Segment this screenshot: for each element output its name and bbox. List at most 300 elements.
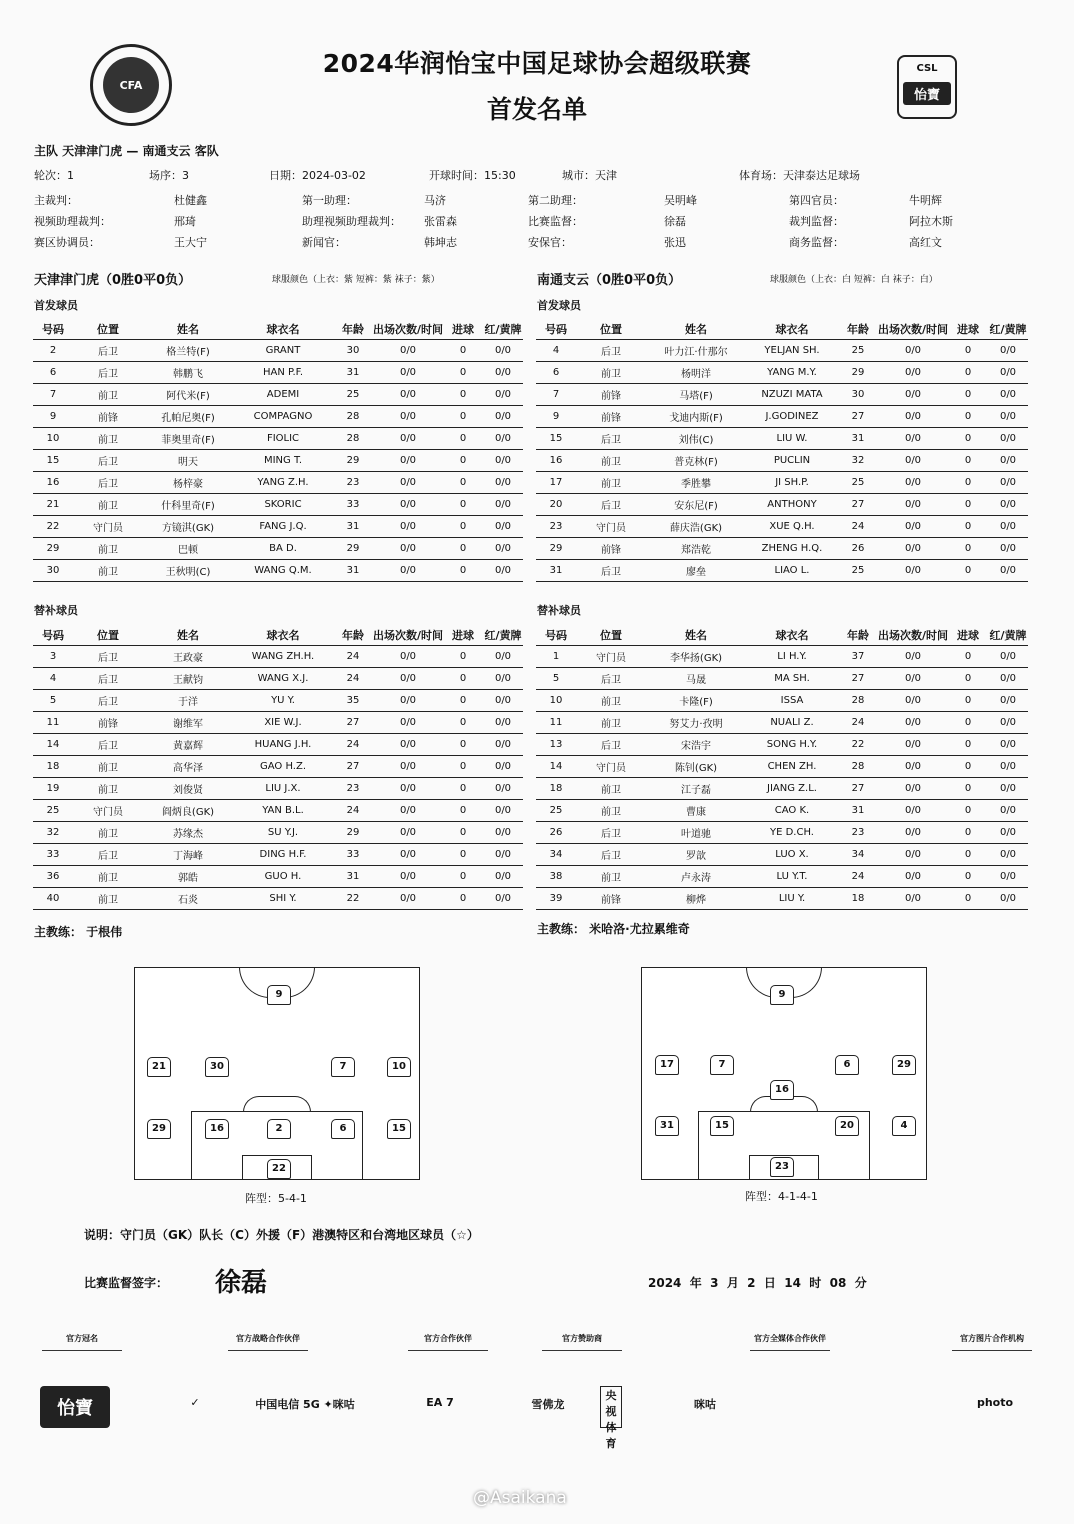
- table-cell: YANG Z.H.: [233, 472, 333, 494]
- table-cell: 25: [838, 340, 878, 362]
- table-cell: 0/0: [878, 406, 948, 428]
- table-cell: 0/0: [373, 888, 443, 910]
- table-cell: 巴顿: [143, 538, 233, 560]
- table-cell: 前卫: [73, 560, 143, 582]
- player-shirt: 30: [205, 1057, 229, 1077]
- table-cell: 戈迪内斯(F): [646, 406, 746, 428]
- table-cell: 后卫: [576, 668, 646, 690]
- table-cell: NZUZI MATA: [746, 384, 838, 406]
- table-cell: 前锋: [576, 406, 646, 428]
- column-header: 球衣名: [233, 319, 333, 340]
- table-cell: 王政豪: [143, 646, 233, 668]
- table-cell: 0/0: [483, 668, 523, 690]
- column-header: 球衣名: [746, 319, 838, 340]
- table-cell: 0/0: [373, 560, 443, 582]
- table-cell: 0/0: [483, 822, 523, 844]
- table-cell: 努艾力·孜明: [646, 712, 746, 734]
- table-cell: 24: [333, 646, 373, 668]
- table-cell: 0: [443, 866, 483, 888]
- table-cell: XIE W.J.: [233, 712, 333, 734]
- table-cell: LUO X.: [746, 844, 838, 866]
- column-header: 姓名: [143, 319, 233, 340]
- table-cell: 0/0: [878, 778, 948, 800]
- player-shirt: 2: [267, 1119, 291, 1139]
- table-cell: YU Y.: [233, 690, 333, 712]
- table-cell: 24: [333, 734, 373, 756]
- table-cell: 0/0: [988, 450, 1028, 472]
- column-header: 位置: [73, 319, 143, 340]
- table-cell: 0/0: [373, 362, 443, 384]
- table-cell: 前卫: [73, 822, 143, 844]
- table-cell: 0/0: [373, 800, 443, 822]
- table-cell: LIAO L.: [746, 560, 838, 582]
- table-cell: 0/0: [988, 734, 1028, 756]
- table-cell: 0/0: [988, 800, 1028, 822]
- table-cell: 后卫: [576, 560, 646, 582]
- table-cell: 0/0: [878, 734, 948, 756]
- table-cell: 0/0: [988, 844, 1028, 866]
- away-subs-table: [536, 625, 1028, 910]
- table-row: [536, 712, 1028, 734]
- sponsor-title: 官方赞助商: [542, 1333, 622, 1351]
- table-cell: 0/0: [483, 778, 523, 800]
- column-header: 年龄: [838, 319, 878, 340]
- table-row: [536, 560, 1028, 582]
- table-cell: YE D.CH.: [746, 822, 838, 844]
- sponsor-title: 官方冠名: [42, 1333, 122, 1351]
- table-cell: 宋浩宇: [646, 734, 746, 756]
- table-header-row: [33, 625, 523, 646]
- table-cell: 10: [536, 690, 576, 712]
- table-cell: 0: [443, 668, 483, 690]
- table-cell: 前卫: [73, 384, 143, 406]
- table-cell: 0/0: [988, 428, 1028, 450]
- table-row: [536, 406, 1028, 428]
- table-cell: 安东尼(F): [646, 494, 746, 516]
- table-cell: 0/0: [483, 888, 523, 910]
- table-header-row: [33, 319, 523, 340]
- column-header: 年龄: [838, 625, 878, 646]
- player-shirt: 21: [147, 1057, 171, 1077]
- table-cell: XUE Q.H.: [746, 516, 838, 538]
- table-cell: 前卫: [576, 866, 646, 888]
- table-cell: SHI Y.: [233, 888, 333, 910]
- table-cell: 叶道驰: [646, 822, 746, 844]
- table-cell: 季胜攀: [646, 472, 746, 494]
- table-cell: 后卫: [576, 844, 646, 866]
- table-cell: 后卫: [576, 340, 646, 362]
- table-cell: 0: [948, 822, 988, 844]
- table-row: [536, 668, 1028, 690]
- table-row: [33, 428, 523, 450]
- table-cell: 守门员: [576, 516, 646, 538]
- table-cell: 27: [838, 406, 878, 428]
- table-cell: 0/0: [373, 494, 443, 516]
- table-cell: 刘伟(C): [646, 428, 746, 450]
- table-cell: 27: [838, 668, 878, 690]
- table-cell: 陈钊(GK): [646, 756, 746, 778]
- table-cell: 0/0: [988, 560, 1028, 582]
- table-cell: 0: [443, 406, 483, 428]
- table-cell: YAN B.L.: [233, 800, 333, 822]
- table-cell: 前锋: [576, 888, 646, 910]
- table-row: [536, 778, 1028, 800]
- table-cell: 0/0: [373, 516, 443, 538]
- table-cell: GRANT: [233, 340, 333, 362]
- column-header: 号码: [536, 625, 576, 646]
- table-cell: 0: [948, 778, 988, 800]
- table-cell: HUANG J.H.: [233, 734, 333, 756]
- table-cell: 曹康: [646, 800, 746, 822]
- table-cell: 0/0: [878, 340, 948, 362]
- table-cell: 0: [443, 712, 483, 734]
- table-cell: 前卫: [576, 362, 646, 384]
- table-cell: 0/0: [483, 756, 523, 778]
- official-name: 张雷森: [424, 215, 457, 228]
- table-cell: 前卫: [576, 472, 646, 494]
- home-coach: 主教练： 于根伟: [34, 925, 123, 939]
- sponsor-logo: 怡寶: [40, 1386, 110, 1428]
- table-cell: 11: [536, 712, 576, 734]
- table-cell: 6: [536, 362, 576, 384]
- table-cell: 后卫: [576, 494, 646, 516]
- table-cell: 明天: [143, 450, 233, 472]
- match-info: [34, 167, 1074, 183]
- table-cell: 前卫: [576, 690, 646, 712]
- table-cell: 江子磊: [646, 778, 746, 800]
- table-cell: 0/0: [373, 778, 443, 800]
- table-cell: 0/0: [373, 690, 443, 712]
- legend-note: 说明：守门员（GK）队长（C）外援（F）港澳特区和台湾地区球员（☆）: [84, 1228, 479, 1242]
- table-cell: 0/0: [988, 712, 1028, 734]
- table-cell: COMPAGNO: [233, 406, 333, 428]
- table-cell: 0/0: [373, 340, 443, 362]
- table-cell: LU Y.T.: [746, 866, 838, 888]
- table-cell: 0/0: [373, 756, 443, 778]
- table-cell: 0: [443, 844, 483, 866]
- table-cell: 0: [443, 362, 483, 384]
- match-date: 日期：2024-03-02: [269, 169, 366, 182]
- official-name: 马济: [424, 194, 446, 207]
- sponsor-logos: [0, 1386, 1074, 1450]
- table-cell: 韩鹏飞: [143, 362, 233, 384]
- table-cell: 15: [536, 428, 576, 450]
- sponsor-divider: [228, 1350, 308, 1351]
- table-cell: 0/0: [878, 472, 948, 494]
- table-cell: 后卫: [73, 734, 143, 756]
- table-cell: 方镜淇(GK): [143, 516, 233, 538]
- table-cell: 前卫: [73, 888, 143, 910]
- table-cell: 0: [443, 734, 483, 756]
- player-shirt: 9: [267, 985, 291, 1005]
- official-name: 邢琦: [174, 215, 196, 228]
- table-cell: 黄嘉辉: [143, 734, 233, 756]
- table-header-row: [536, 625, 1028, 646]
- table-cell: 31: [333, 560, 373, 582]
- player-shirt: 10: [387, 1057, 411, 1077]
- table-row: [536, 734, 1028, 756]
- table-row: [33, 384, 523, 406]
- table-cell: 33: [333, 494, 373, 516]
- table-cell: 16: [536, 450, 576, 472]
- home-kit-colors: 球服颜色（上衣：紫 短裤：紫 袜子：紫）: [272, 275, 440, 285]
- table-cell: 25: [333, 384, 373, 406]
- table-cell: 16: [33, 472, 73, 494]
- column-header: 号码: [536, 319, 576, 340]
- official-label: 商务监督：: [789, 236, 844, 249]
- table-cell: 0/0: [483, 362, 523, 384]
- table-cell: 0/0: [373, 734, 443, 756]
- table-cell: 后卫: [73, 340, 143, 362]
- table-cell: 郭皓: [143, 866, 233, 888]
- table-cell: 0/0: [878, 822, 948, 844]
- table-cell: BA D.: [233, 538, 333, 560]
- table-cell: 阎炳良(GK): [143, 800, 233, 822]
- table-cell: 9: [536, 406, 576, 428]
- official-label: 主裁判：: [34, 194, 78, 207]
- column-header: 出场次数/时间: [373, 625, 443, 646]
- player-shirt: 7: [710, 1055, 734, 1075]
- table-cell: 守门员: [576, 646, 646, 668]
- home-subs-label: 替补球员: [34, 604, 78, 617]
- table-cell: 37: [838, 646, 878, 668]
- table-cell: 卡隆(F): [646, 690, 746, 712]
- table-cell: 前卫: [73, 756, 143, 778]
- table-cell: 后卫: [73, 646, 143, 668]
- table-cell: 罗歆: [646, 844, 746, 866]
- table-row: [536, 472, 1028, 494]
- official-label: 安保官：: [528, 236, 572, 249]
- table-cell: 0/0: [483, 384, 523, 406]
- table-cell: 25: [33, 800, 73, 822]
- table-cell: 14: [536, 756, 576, 778]
- table-cell: 24: [838, 516, 878, 538]
- table-row: [536, 428, 1028, 450]
- table-row: [33, 800, 523, 822]
- table-cell: 23: [838, 822, 878, 844]
- table-cell: 0/0: [878, 756, 948, 778]
- player-shirt: 9: [770, 985, 794, 1005]
- table-cell: 后卫: [73, 690, 143, 712]
- table-cell: 0/0: [988, 690, 1028, 712]
- official-name: 牛明辉: [909, 194, 942, 207]
- table-cell: 25: [536, 800, 576, 822]
- table-cell: 0/0: [878, 494, 948, 516]
- table-cell: 0: [948, 384, 988, 406]
- table-cell: 0/0: [988, 494, 1028, 516]
- player-shirt: 31: [655, 1116, 679, 1136]
- table-row: [33, 668, 523, 690]
- table-cell: 26: [838, 538, 878, 560]
- table-cell: 29: [838, 362, 878, 384]
- column-header: 球衣名: [233, 625, 333, 646]
- table-cell: 0: [948, 734, 988, 756]
- table-cell: 0: [443, 560, 483, 582]
- table-cell: 29: [333, 450, 373, 472]
- table-cell: 0/0: [483, 866, 523, 888]
- table-cell: CAO K.: [746, 800, 838, 822]
- column-header: 球衣名: [746, 625, 838, 646]
- table-row: [536, 844, 1028, 866]
- column-header: 红/黄牌: [483, 319, 523, 340]
- sponsor-logo: photo: [976, 1396, 1014, 1409]
- table-cell: 0/0: [878, 428, 948, 450]
- table-row: [33, 734, 523, 756]
- table-cell: 0: [948, 362, 988, 384]
- table-cell: 李华扬(GK): [646, 646, 746, 668]
- table-row: [536, 494, 1028, 516]
- table-cell: 0/0: [988, 406, 1028, 428]
- table-cell: 0/0: [483, 690, 523, 712]
- table-cell: LI H.Y.: [746, 646, 838, 668]
- table-cell: 0/0: [373, 712, 443, 734]
- table-cell: 0: [443, 800, 483, 822]
- table-cell: 孔帕尼奥(F): [143, 406, 233, 428]
- table-cell: 0: [443, 384, 483, 406]
- table-cell: 33: [33, 844, 73, 866]
- table-cell: 0: [948, 340, 988, 362]
- official-label: 助理视频助理裁判：: [302, 215, 401, 228]
- table-row: [536, 362, 1028, 384]
- table-cell: 0/0: [988, 778, 1028, 800]
- signature: 徐磊: [215, 1268, 268, 1298]
- cfa-logo-text: CFA: [103, 57, 159, 113]
- table-cell: 21: [33, 494, 73, 516]
- player-shirt: 16: [770, 1080, 794, 1100]
- table-cell: 0: [948, 866, 988, 888]
- table-cell: 0/0: [373, 428, 443, 450]
- table-cell: 0/0: [878, 560, 948, 582]
- column-header: 红/黄牌: [988, 319, 1028, 340]
- table-cell: 0/0: [988, 668, 1028, 690]
- table-cell: 36: [33, 866, 73, 888]
- away-starters-label: 首发球员: [537, 299, 581, 312]
- table-cell: 33: [333, 844, 373, 866]
- table-cell: 0: [443, 888, 483, 910]
- table-cell: 阿代米(F): [143, 384, 233, 406]
- table-cell: 26: [536, 822, 576, 844]
- player-shirt: 29: [892, 1055, 916, 1075]
- home-formation: 阵型：5-4-1: [245, 1192, 307, 1205]
- official-label: 比赛监督：: [528, 215, 583, 228]
- column-header: 进球: [948, 625, 988, 646]
- table-row: [33, 560, 523, 582]
- table-row: [536, 340, 1028, 362]
- table-cell: 32: [838, 450, 878, 472]
- table-cell: 前卫: [576, 450, 646, 472]
- table-cell: 0/0: [878, 516, 948, 538]
- table-cell: 19: [33, 778, 73, 800]
- table-cell: 30: [838, 384, 878, 406]
- document-subtitle: 首发名单: [486, 95, 587, 124]
- table-cell: JI SH.P.: [746, 472, 838, 494]
- sponsor-divider: [952, 1350, 1032, 1351]
- table-cell: 24: [333, 668, 373, 690]
- table-cell: 0: [948, 844, 988, 866]
- table-cell: 0/0: [878, 362, 948, 384]
- column-header: 出场次数/时间: [878, 319, 948, 340]
- table-cell: 0/0: [483, 472, 523, 494]
- table-cell: 0: [443, 690, 483, 712]
- table-cell: 0/0: [988, 756, 1028, 778]
- player-shirt: 16: [205, 1119, 229, 1139]
- signature-label: 比赛监督签字：: [84, 1276, 169, 1290]
- table-cell: 0/0: [483, 646, 523, 668]
- table-header-row: [536, 319, 1028, 340]
- table-cell: 0/0: [373, 384, 443, 406]
- table-cell: 前卫: [73, 778, 143, 800]
- table-cell: 0: [948, 756, 988, 778]
- sponsor-divider: [42, 1350, 122, 1351]
- signature-datetime: 2024 年 3 月 2 日 14 时 08 分: [648, 1276, 867, 1290]
- table-row: [33, 778, 523, 800]
- table-cell: 30: [333, 340, 373, 362]
- table-cell: 0: [948, 472, 988, 494]
- table-cell: 0/0: [373, 668, 443, 690]
- table-row: [536, 800, 1028, 822]
- table-cell: 丁海峰: [143, 844, 233, 866]
- table-cell: 前卫: [576, 712, 646, 734]
- table-cell: 0/0: [988, 646, 1028, 668]
- table-cell: 0: [443, 494, 483, 516]
- table-cell: 0: [948, 406, 988, 428]
- table-cell: MING T.: [233, 450, 333, 472]
- table-cell: 29: [33, 538, 73, 560]
- table-cell: 0/0: [878, 866, 948, 888]
- table-cell: 0/0: [373, 822, 443, 844]
- sponsor-title: 官方全媒体合作伙伴: [750, 1333, 830, 1351]
- player-shirt: 4: [892, 1116, 916, 1136]
- table-cell: 0/0: [988, 384, 1028, 406]
- watermark: @Asaikana: [473, 1488, 567, 1508]
- table-cell: 29: [333, 538, 373, 560]
- column-header: 红/黄牌: [483, 625, 523, 646]
- table-cell: 31: [333, 866, 373, 888]
- table-cell: 39: [536, 888, 576, 910]
- table-cell: 0/0: [373, 472, 443, 494]
- table-cell: 后卫: [576, 428, 646, 450]
- table-cell: 5: [33, 690, 73, 712]
- table-cell: 0/0: [373, 538, 443, 560]
- table-cell: 叶力江·什那尔: [646, 340, 746, 362]
- table-cell: 5: [536, 668, 576, 690]
- column-header: 进球: [443, 319, 483, 340]
- table-cell: HAN P.F.: [233, 362, 333, 384]
- table-row: [33, 866, 523, 888]
- table-cell: 0/0: [373, 406, 443, 428]
- table-cell: 1: [536, 646, 576, 668]
- table-cell: GAO H.Z.: [233, 756, 333, 778]
- table-cell: 15: [33, 450, 73, 472]
- table-cell: 22: [333, 888, 373, 910]
- table-cell: 马晟: [646, 668, 746, 690]
- table-cell: JIANG Z.L.: [746, 778, 838, 800]
- table-cell: 23: [536, 516, 576, 538]
- table-cell: 31: [838, 428, 878, 450]
- table-cell: 24: [838, 712, 878, 734]
- table-cell: 前锋: [73, 712, 143, 734]
- table-cell: 22: [838, 734, 878, 756]
- table-cell: 0/0: [483, 340, 523, 362]
- table-cell: 0/0: [988, 340, 1028, 362]
- table-cell: 守门员: [73, 516, 143, 538]
- official-label: 第二助理：: [528, 194, 583, 207]
- official-label: 赛区协调员：: [34, 236, 100, 249]
- sponsor-logo: 央视体育: [600, 1386, 622, 1428]
- table-cell: 什科里奇(F): [143, 494, 233, 516]
- away-formation-pitch: [641, 967, 927, 1180]
- table-cell: CHEN ZH.: [746, 756, 838, 778]
